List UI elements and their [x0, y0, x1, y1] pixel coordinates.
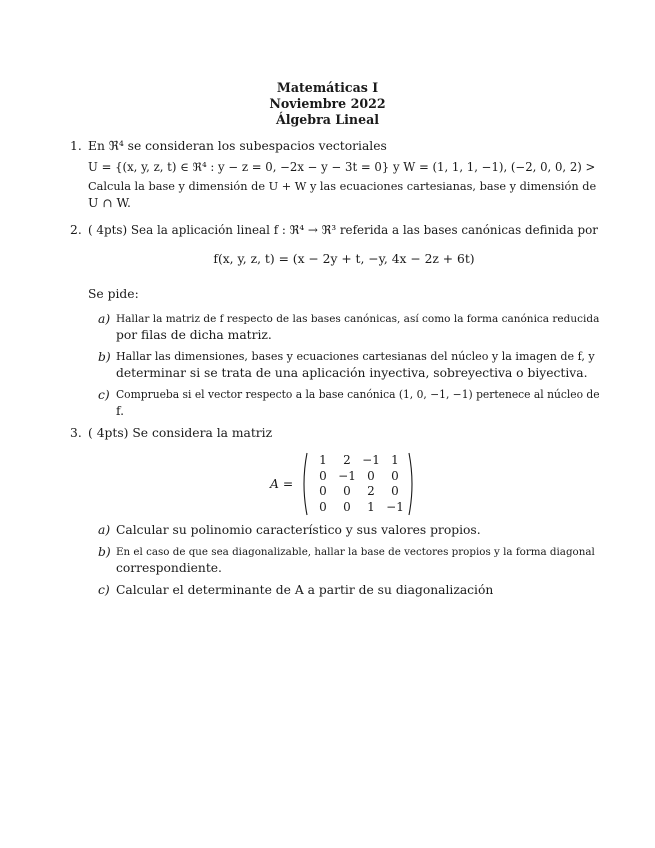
matrix-a — [270, 452, 420, 516]
right-parenthesis — [408, 452, 416, 516]
course-title: Matemáticas I — [276, 80, 379, 95]
matrix-entries — [311, 453, 407, 515]
problem-task-line: Calcula la base y dimensión de U + W y las ecuaciones cartesianas, base y dimensión de — [88, 180, 597, 193]
subquestion-text: por filas de dicha matriz. — [116, 328, 272, 342]
matrix-row — [311, 484, 407, 500]
matrix-cell: 0 — [391, 484, 399, 498]
matrix-cell: 1 — [319, 453, 327, 467]
matrix-cell: −1 — [338, 468, 356, 483]
matrix-row — [311, 469, 407, 485]
subquestion-a — [88, 522, 600, 538]
subquestion-label: c) — [98, 388, 110, 402]
subquestion-text: correspondiente. — [116, 561, 222, 575]
subquestion-label: c) — [98, 583, 110, 597]
subspaces-definition: U = {(x, y, z, t) ∈ ℜ⁴ : y − z = 0, −2x − y − 3t = 0} y W = (1, 1, 1, −1), (−2, 0, 0, 2) > — [88, 160, 596, 174]
matrix-name: A — [270, 477, 279, 491]
problem-2 — [70, 222, 600, 419]
subquestion-text: f. — [116, 404, 125, 418]
subquestion-text: determinar si se trata de una aplicación inyectiva, sobreyectiva o biyectiva. — [116, 366, 588, 380]
matrix-cell: 0 — [343, 499, 351, 514]
subquestion-text: Comprueba si el vector respecto a la base canónica (1, 0, −1, −1) pertenece al núcleo de — [116, 388, 600, 401]
matrix-cell: −1 — [386, 499, 404, 514]
problem-intro: ( 4pts) Se considera la matriz — [88, 426, 273, 440]
matrix-cell: 0 — [391, 468, 399, 483]
problem-number: 3. — [70, 426, 82, 440]
subquestion-text: Calcular el determinante de A a partir de su diagonalización — [116, 583, 494, 597]
matrix-cell: 0 — [319, 484, 327, 498]
linear-map-formula: f(x, y, z, t) = (x − 2y + t, −y, 4x − 2z + 6t) — [213, 252, 475, 266]
matrix-row — [311, 500, 407, 516]
subquestion-label: b) — [98, 545, 111, 559]
matrix-cell: −1 — [362, 453, 380, 467]
subquestion-label: a) — [98, 523, 111, 537]
matrix-cell: 2 — [367, 484, 375, 498]
matrix-cell: 0 — [319, 499, 327, 514]
left-parenthesis — [300, 452, 308, 516]
matrix-cell: 1 — [367, 499, 375, 514]
subquestion-b — [88, 544, 600, 576]
problem-number: 1. — [70, 139, 82, 153]
problem-task-line: U ∩ W. — [88, 196, 131, 210]
problem-number: 2. — [70, 223, 82, 237]
matrix-cell: 0 — [367, 468, 375, 483]
matrix-cell: 0 — [319, 468, 327, 483]
matrix-cell: 0 — [343, 484, 351, 498]
exam-header — [0, 80, 655, 128]
subquestion-text: Hallar las dimensiones, bases y ecuaciones cartesianas del núcleo y la imagen de f, y — [116, 350, 595, 363]
subquestion-a — [88, 311, 600, 343]
subquestion-c — [88, 387, 600, 419]
exam-date: Noviembre 2022 — [269, 96, 386, 111]
problem-3-subquestions — [88, 522, 600, 598]
subquestion-label: b) — [98, 350, 111, 364]
problem-1 — [70, 138, 600, 211]
subquestion-text: Hallar la matriz de f respecto de las bases canónicas, así como la forma canónica reducida — [116, 313, 600, 325]
asks-label: Se pide: — [88, 287, 139, 301]
subquestion-text: En el caso de que sea diagonalizable, hallar la base de vectores propios y la forma diagonal — [116, 546, 595, 558]
matrix-cell: 2 — [343, 453, 351, 467]
subquestion-label: a) — [98, 312, 111, 326]
matrix-label — [270, 476, 293, 492]
problem-intro: En ℜ⁴ se consideran los subespacios vectoriales — [88, 139, 387, 153]
matrix-cell: 1 — [391, 453, 399, 467]
subquestion-c — [88, 582, 600, 598]
subquestion-text: Calcular su polinomio característico y sus valores propios. — [116, 523, 481, 537]
exam-topic: Álgebra Lineal — [275, 112, 380, 127]
matrix-row — [311, 453, 407, 469]
problem-intro: ( 4pts) Sea la aplicación lineal f : ℜ⁴ → ℜ³ referida a las bases canónicas definida por — [88, 223, 598, 237]
equals-sign: = — [282, 477, 294, 491]
subquestion-b — [88, 349, 600, 381]
problem-3 — [70, 425, 600, 441]
